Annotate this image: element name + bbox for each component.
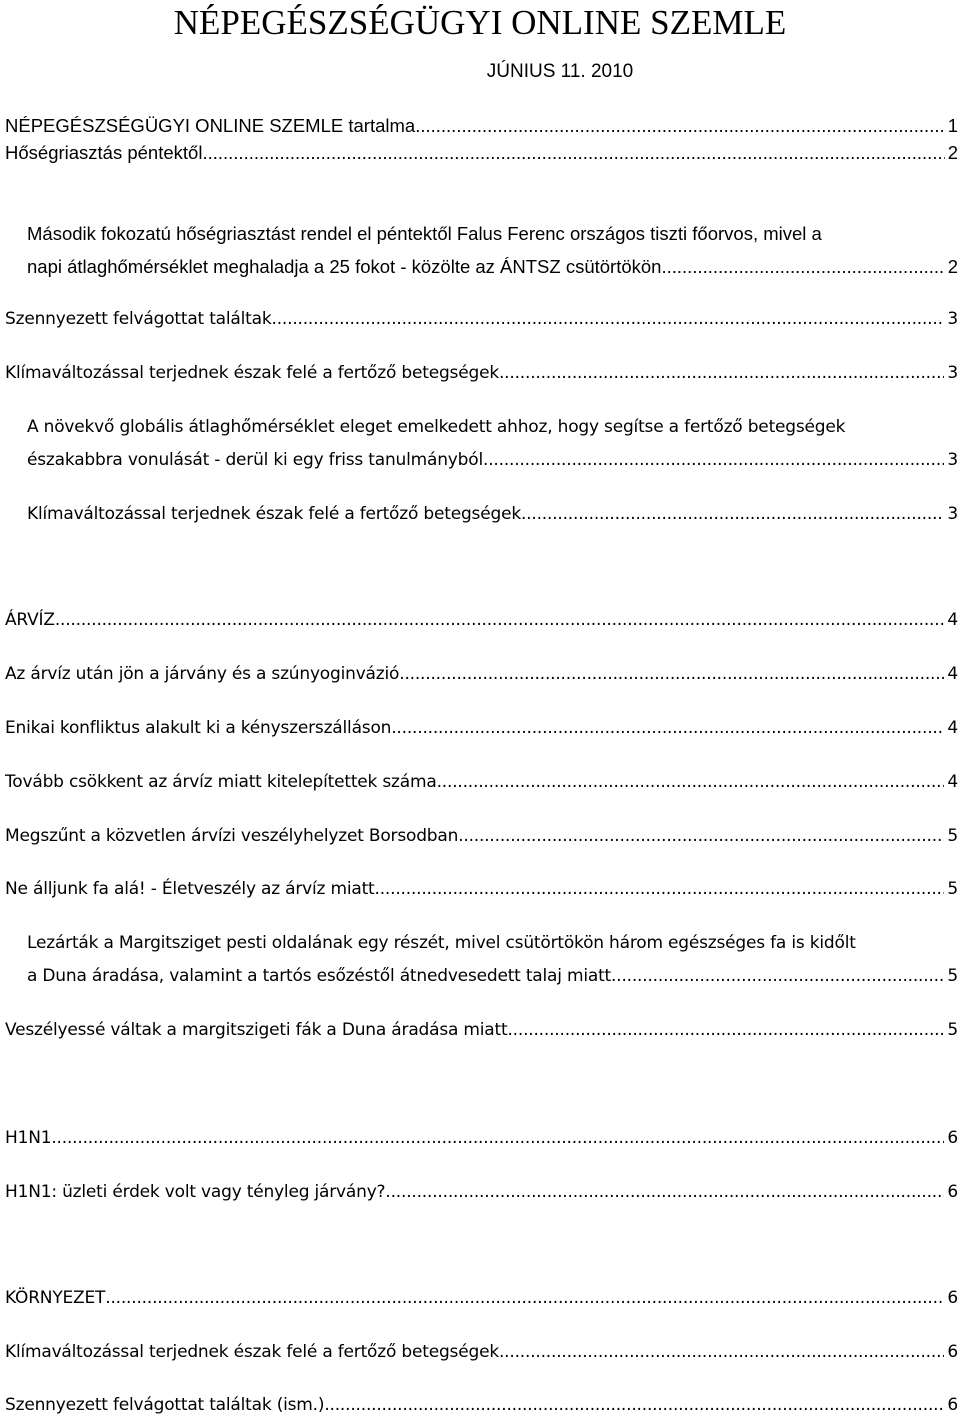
document-title: NÉPEGÉSZSÉGÜGYI ONLINE SZEMLE [173,3,787,42]
toc-entry[interactable] [27,251,958,283]
toc-entry[interactable] [27,960,958,992]
toc-leader [521,498,944,530]
toc-entry-title: Klímaváltozással terjednek észak felé a fertőző betegségek [5,363,499,383]
toc-entry[interactable] [5,604,958,636]
toc-page-number: 4 [947,718,958,738]
toc-entry[interactable] [5,658,958,690]
toc-page-number: 1 [947,115,958,136]
toc-page-number: 3 [947,450,958,470]
toc-entry-line [27,218,958,250]
toc-entry[interactable] [5,766,958,798]
toc-entry-title: NÉPEGÉSZSÉGÜGYI ONLINE SZEMLE tartalma [5,115,416,136]
toc-entry-title: Megszűnt a közvetlen árvízi veszélyhelyzet Borsodban [5,826,459,846]
toc-leader [324,1389,944,1421]
toc-page-number: 3 [947,363,958,383]
toc-entry-title-line1: Második fokozatú hőségriasztást rendel el péntektől Falus Ferenc országos tiszti főorvos, mivel a [27,223,822,244]
toc-page-number: 6 [947,1288,958,1308]
toc-entry-title: H1N1: üzleti érdek volt vagy tényleg járvány? [5,1182,386,1202]
toc-entry-title: H1N1 [5,1128,52,1148]
toc-entry[interactable] [5,712,958,744]
toc-entry-title: Veszélyessé váltak a margitszigeti fák a Duna áradása miatt [5,1020,508,1040]
toc-leader [391,712,944,744]
toc-entry-title-line1: A növekvő globális átlaghőmérséklet eleget emelkedett ahhoz, hogy segítse a fertőző betegségek [27,417,846,437]
toc-page-number: 3 [947,504,958,524]
toc-leader [385,1176,944,1208]
toc-entry-title: a Duna áradása, valamint a tartós esőzéstől átnedvesedett talaj miatt [27,966,612,986]
toc-entry[interactable] [5,137,958,169]
toc-entry-title: Klímaváltozással terjednek észak felé a fertőző betegségek [5,1342,499,1362]
toc-entry-line [27,411,958,443]
toc-entry[interactable] [27,498,958,530]
toc-leader [667,251,945,283]
toc-page-number: 2 [947,256,958,277]
toc-entry-title: Hőségriasztás péntektől [5,142,203,163]
toc-entry-title: Szennyezett felvágottat találtak [5,309,272,329]
toc-entry[interactable] [5,357,958,389]
toc-entry-title: ÁRVÍZ [5,610,55,630]
toc-leader [399,658,944,690]
toc-entry[interactable] [5,873,958,905]
toc-page-number: 5 [947,879,958,899]
toc-leader [55,604,945,636]
toc-leader [375,873,945,905]
toc-leader [488,444,944,476]
toc-leader [458,820,944,852]
toc-page-number: 6 [947,1128,958,1148]
toc-leader [499,357,944,389]
toc-page-number: 4 [947,772,958,792]
toc-page-number: 4 [947,664,958,684]
toc-entry[interactable] [5,1389,958,1421]
toc-entry-title: Ne álljunk fa alá! - Életveszély az árvíz miatt [5,879,375,899]
toc-page-number: 5 [947,1020,958,1040]
toc-entry[interactable] [5,1014,958,1046]
toc-entry[interactable] [5,1122,958,1154]
toc-entry[interactable] [5,1282,958,1314]
toc-entry-line [27,927,958,959]
toc-entry[interactable] [5,303,958,335]
toc-leader [499,1336,944,1368]
toc-leader [507,1014,944,1046]
toc-leader [437,766,945,798]
toc-entry-title: KÖRNYEZET [5,1288,106,1308]
toc-leader [202,137,944,169]
toc-entry-title: Enikai konfliktus alakult ki a kényszerszálláson [5,718,392,738]
toc-leader [272,303,945,335]
toc-page-number: 5 [947,966,958,986]
toc-page-number: 6 [947,1395,958,1415]
toc-entry-title: Az árvíz után jön a járvány és a szúnyoginvázió [5,664,400,684]
toc-entry-title: északabbra vonulását - derül ki egy friss tanulmányból. [27,450,489,470]
toc-page-number: 3 [947,309,958,329]
toc-leader [51,1122,944,1154]
toc-entry-title: Tovább csökkent az árvíz miatt kitelepítettek száma [5,772,437,792]
toc-entry[interactable] [27,444,958,476]
toc-page-number: 4 [947,610,958,630]
toc-entry[interactable] [5,1176,958,1208]
toc-leader [611,960,944,992]
toc-leader [105,1282,944,1314]
toc-entry-title: Szennyezett felvágottat találtak (ism.) [5,1395,325,1415]
toc-page-number: 6 [947,1182,958,1202]
toc-entry-title-line1: Lezárták a Margitsziget pesti oldalának egy részét, mivel csütörtökön három egészséges fa is kidőlt [27,933,856,953]
toc-entry-title: Klímaváltozással terjednek észak felé a fertőző betegségek [27,504,521,524]
toc-entry[interactable] [5,1336,958,1368]
issue-date: JÚNIUS 11. 2010 [486,61,634,82]
toc-page-number: 6 [947,1342,958,1362]
toc-entry[interactable] [5,820,958,852]
toc-entry-title: napi átlaghőmérséklet meghaladja a 25 fokot - közölte az ÁNTSZ csütörtökön. [27,256,667,277]
toc-page-number: 2 [947,142,958,163]
toc-page-number: 5 [947,826,958,846]
